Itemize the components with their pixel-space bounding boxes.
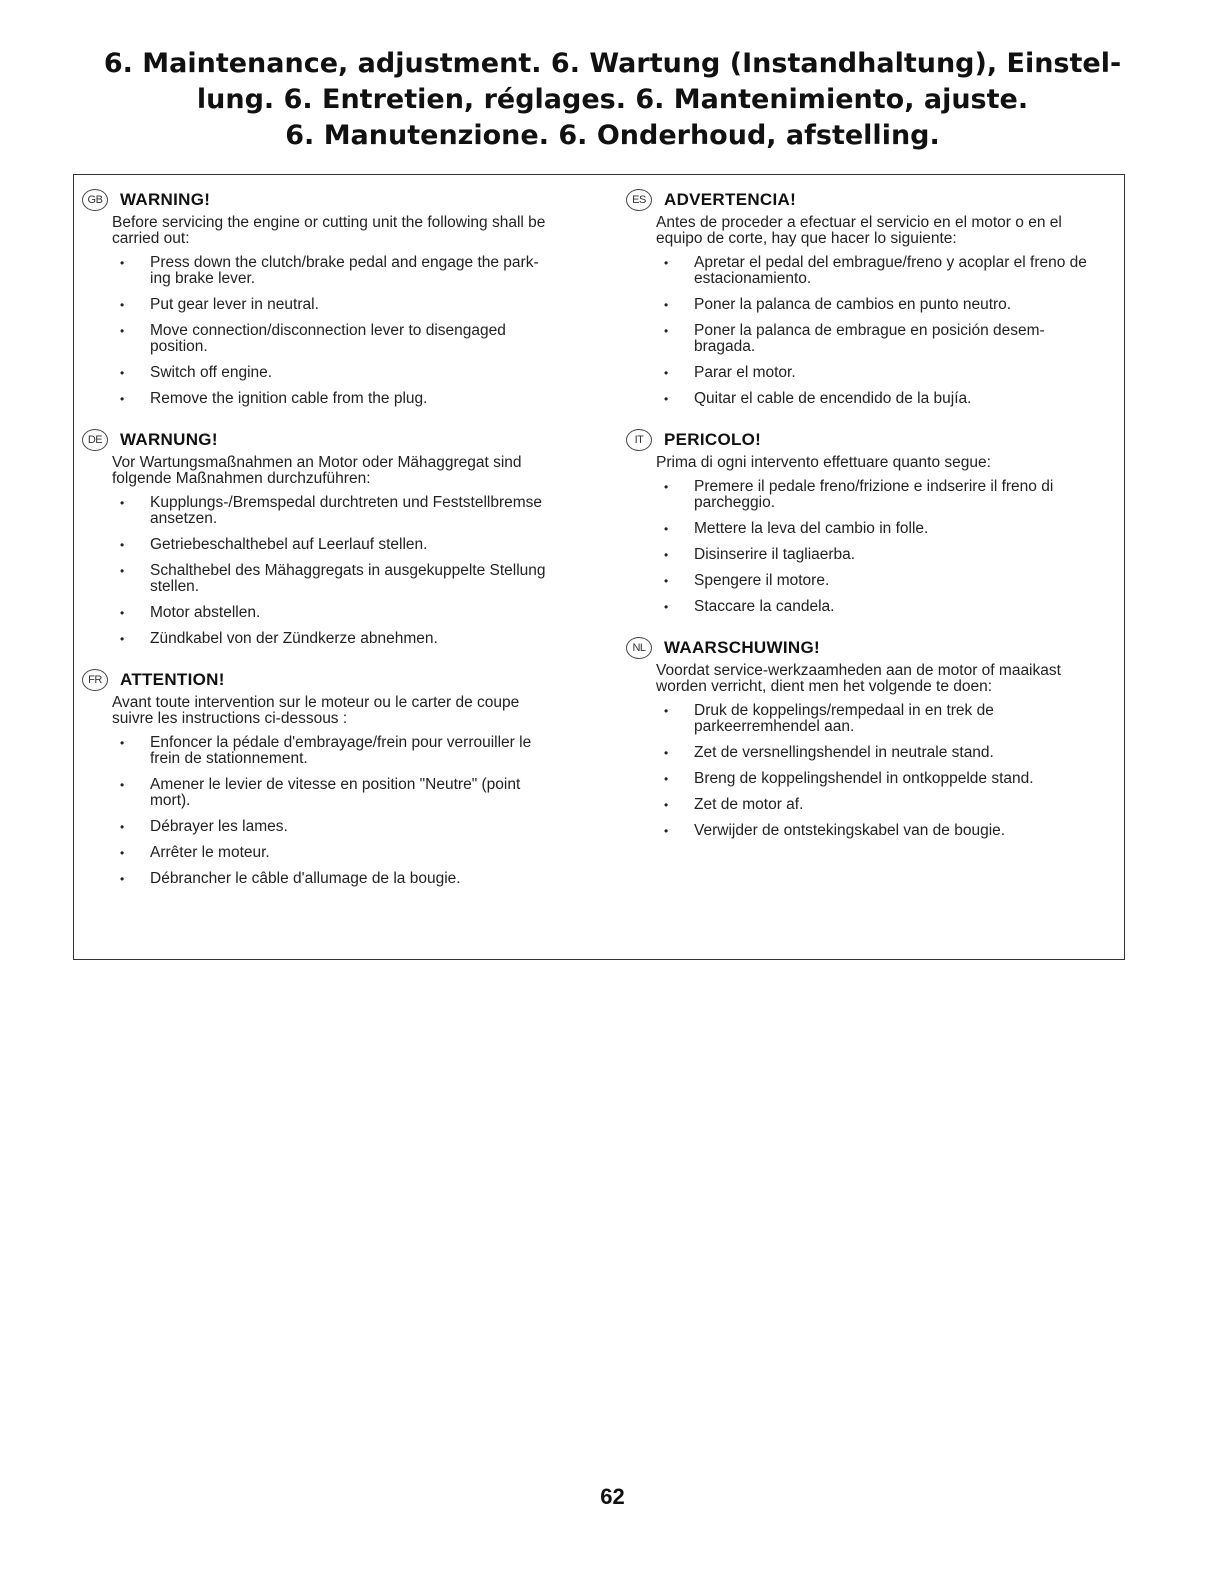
language-badge-icon: FR	[82, 669, 108, 691]
list-item	[626, 599, 1096, 615]
list-item-text: • Zündkabel von der Zündkerze abnehmen.	[150, 630, 438, 647]
section-intro: Antes de proceder a efectuar el servicio en el motor o en el equipo de corte, hay que hacer lo siguiente:	[656, 214, 1062, 247]
section-es	[626, 185, 1096, 407]
section-header	[82, 665, 552, 695]
section-heading: ADVERTENCIA!	[664, 190, 797, 209]
language-badge-icon: NL	[626, 637, 652, 659]
list-item-text: • Press down the clutch/brake pedal and engage the park-ing brake lever.	[150, 254, 539, 287]
title-line: 6. Maintenance, adjustment. 6. Wartung (Instandhaltung), Einstel-	[103, 48, 1122, 79]
section-intro: Vor Wartungsmaßnahmen an Motor oder Mähaggregat sind folgende Maßnahmen durchzuführen:	[112, 454, 522, 487]
list-item-text: • Verwijder de ontstekingskabel van de bougie.	[694, 822, 1006, 839]
title-line: lung. 6. Entretien, réglages. 6. Mantenimiento, ajuste.	[196, 84, 1029, 115]
list-item-text: • Motor abstellen.	[150, 604, 261, 621]
list-item	[626, 521, 1096, 537]
section-intro: Voordat service-werkzaamheden aan de motor of maaikast worden verricht, dient men het volgende te doen:	[656, 662, 1061, 695]
section-heading: WAARSCHUWING!	[664, 638, 820, 657]
list-item	[626, 823, 1096, 839]
left-column	[82, 185, 552, 905]
list-item-text: • Enfoncer la pédale d'embrayage/frein pour verrouiller le frein de stationnement.	[150, 734, 532, 767]
section-heading: PERICOLO!	[664, 430, 762, 449]
list-item	[626, 323, 1096, 355]
list-item	[626, 797, 1096, 813]
list-item-text: • Débrancher le câble d'allumage de la bougie.	[150, 870, 461, 887]
list-item	[626, 255, 1096, 287]
list-item-text: • Débrayer les lames.	[150, 818, 288, 835]
section-intro: Prima di ogni intervento effettuare quanto segue:	[656, 454, 991, 471]
list-item-text: • Put gear lever in neutral.	[150, 296, 319, 313]
list-item-text: • Druk de koppelings/rempedaal in en trek de parkeerremhendel aan.	[694, 702, 994, 735]
section-header	[626, 633, 1096, 663]
list-item-text: • Apretar el pedal del embrague/freno y acoplar el freno de estacionamiento.	[694, 254, 1087, 287]
list-item-text: • Spengere il motore.	[694, 572, 830, 589]
list-item-text: • Poner la palanca de cambios en punto neutro.	[694, 296, 1012, 313]
language-badge-icon: DE	[82, 429, 108, 451]
instruction-list	[626, 703, 1096, 839]
list-item	[82, 631, 552, 647]
list-item	[82, 365, 552, 381]
list-item	[626, 547, 1096, 563]
section-de	[82, 425, 552, 647]
section-nl	[626, 633, 1096, 839]
instruction-list	[626, 479, 1096, 615]
section-heading: WARNUNG!	[120, 430, 218, 449]
list-item	[82, 323, 552, 355]
language-badge-icon: GB	[82, 189, 108, 211]
list-item-text: • Arrêter le moteur.	[150, 844, 270, 861]
list-item	[626, 391, 1096, 407]
section-intro: Avant toute intervention sur le moteur ou le carter de coupe suivre les instructions ci-dessous :	[112, 694, 520, 727]
instruction-list	[82, 735, 552, 887]
list-item-text: • Kupplungs-/Bremspedal durchtreten und Feststellbremse ansetzen.	[150, 494, 543, 527]
instruction-list	[626, 255, 1096, 407]
list-item-text: • Switch off engine.	[150, 364, 273, 381]
page-title	[60, 46, 1165, 154]
list-item	[82, 871, 552, 887]
section-header	[626, 185, 1096, 215]
list-item-text: • Zet de motor af.	[694, 796, 804, 813]
list-item	[626, 297, 1096, 313]
list-item-text: • Getriebeschalthebel auf Leerlauf stellen.	[150, 536, 428, 553]
section-it	[626, 425, 1096, 615]
list-item-text: • Premere il pedale freno/frizione e indserire il freno di parcheggio.	[694, 478, 1054, 511]
section-heading: ATTENTION!	[120, 670, 225, 689]
list-item-text: • Quitar el cable de encendido de la bujía.	[694, 390, 972, 407]
section-heading: WARNING!	[120, 190, 211, 209]
section-fr	[82, 665, 552, 887]
list-item-text: • Breng de koppelingshendel in ontkoppelde stand.	[694, 770, 1034, 787]
section-intro: Before servicing the engine or cutting unit the following shall be carried out:	[112, 214, 546, 247]
page-number: 62	[600, 1484, 625, 1509]
list-item	[82, 845, 552, 861]
list-item-text: • Move connection/disconnection lever to disengaged position.	[150, 322, 506, 355]
list-item-text: • Staccare la candela.	[694, 598, 835, 615]
list-item	[626, 479, 1096, 511]
language-badge-icon: IT	[626, 429, 652, 451]
language-badge-icon: ES	[626, 189, 652, 211]
list-item	[82, 563, 552, 595]
list-item	[626, 745, 1096, 761]
list-item-text: • Remove the ignition cable from the plug.	[150, 390, 428, 407]
list-item	[626, 573, 1096, 589]
list-item	[82, 495, 552, 527]
list-item	[626, 365, 1096, 381]
instruction-list	[82, 495, 552, 647]
list-item-text: • Schalthebel des Mähaggregats in ausgekuppelte Stellung stellen.	[150, 562, 546, 595]
list-item-text: • Amener le levier de vitesse en position "Neutre" (point mort).	[150, 776, 521, 809]
section-header	[626, 425, 1096, 455]
list-item	[82, 605, 552, 621]
list-item	[82, 297, 552, 313]
list-item-text: • Zet de versnellingshendel in neutrale stand.	[694, 744, 994, 761]
list-item	[82, 735, 552, 767]
list-item-text: • Disinserire il tagliaerba.	[694, 546, 856, 563]
title-line: 6. Manutenzione. 6. Onderhoud, afstelling.	[285, 120, 940, 151]
list-item	[82, 537, 552, 553]
section-header	[82, 425, 552, 455]
right-column	[626, 185, 1096, 857]
section-gb	[82, 185, 552, 407]
list-item	[82, 777, 552, 809]
list-item-text: • Mettere la leva del cambio in folle.	[694, 520, 929, 537]
section-header	[82, 185, 552, 215]
list-item	[82, 255, 552, 287]
list-item	[82, 391, 552, 407]
list-item-text: • Parar el motor.	[694, 364, 796, 381]
list-item	[626, 771, 1096, 787]
instruction-list	[82, 255, 552, 407]
list-item	[626, 703, 1096, 735]
list-item	[82, 819, 552, 835]
warning-box	[73, 174, 1125, 960]
list-item-text: • Poner la palanca de embrague en posición desem-bragada.	[694, 322, 1045, 355]
